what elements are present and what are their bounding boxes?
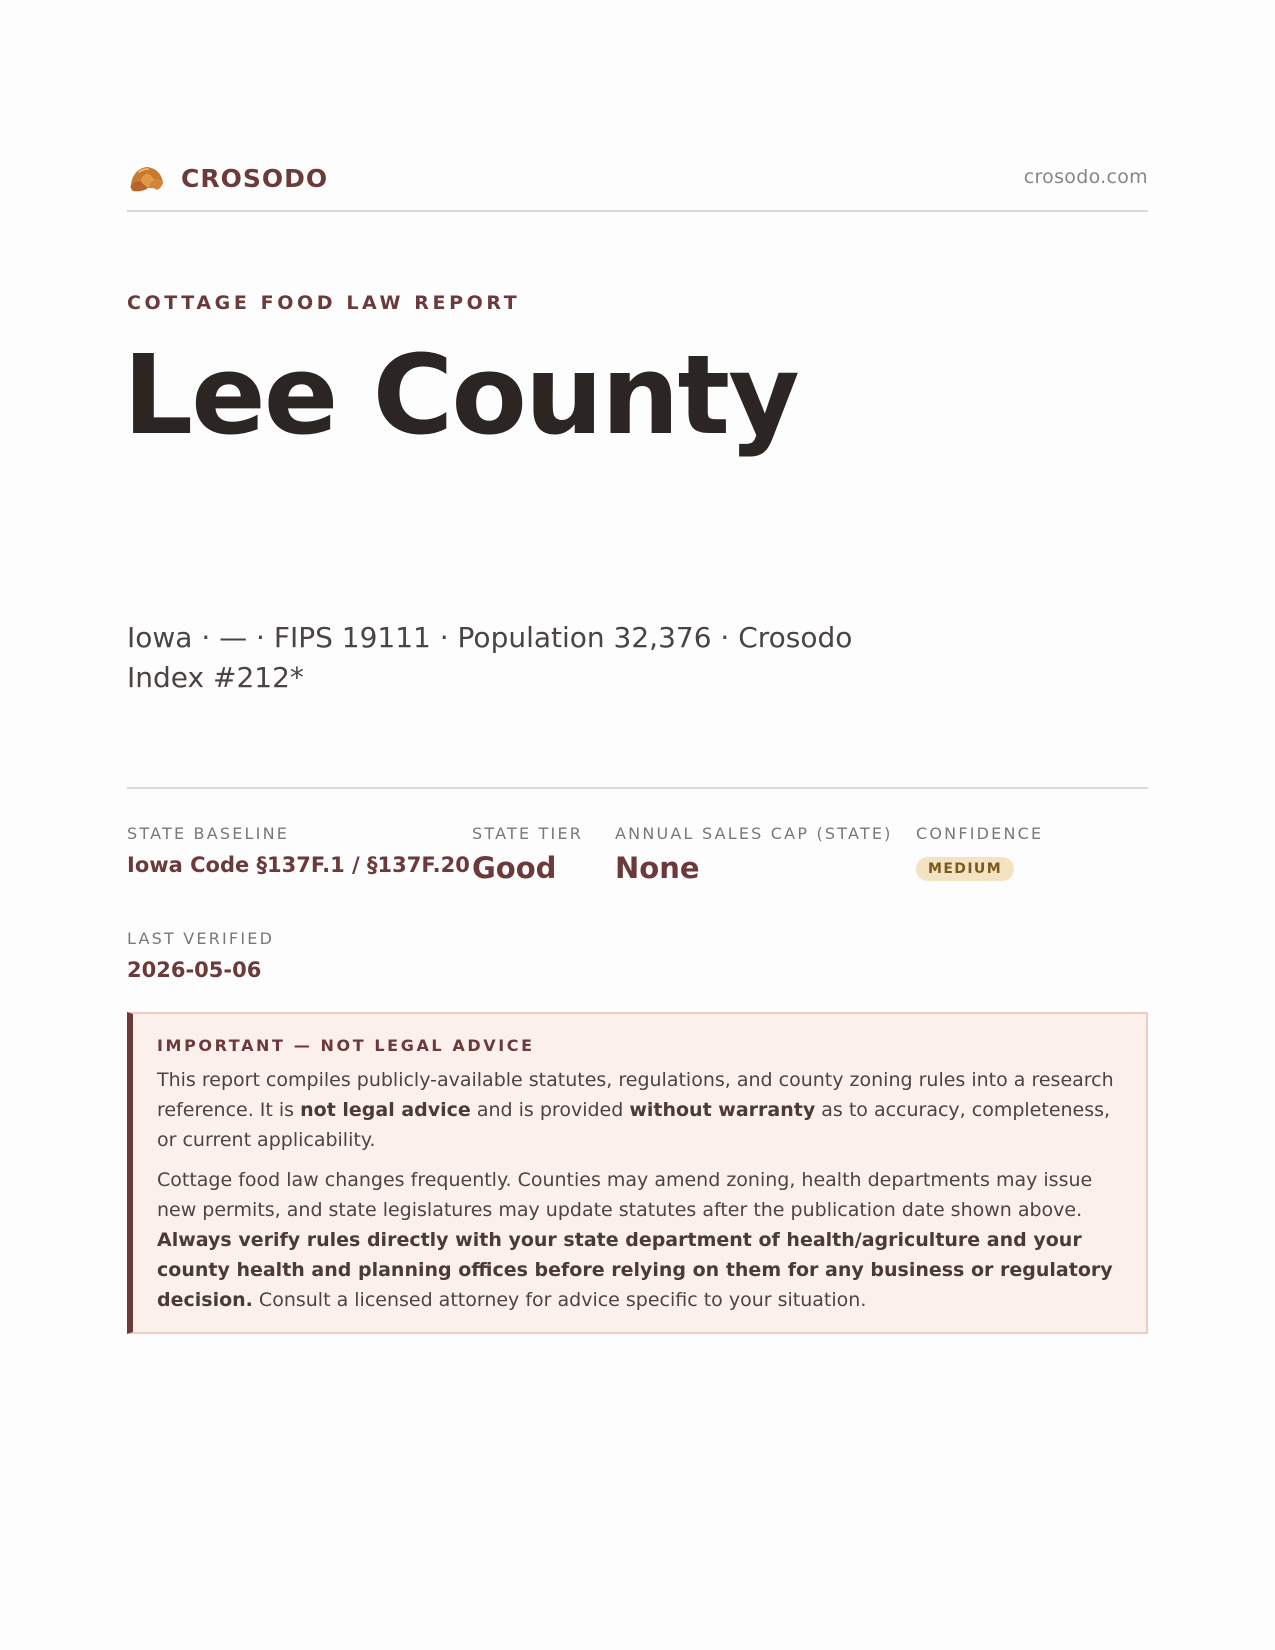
brand[interactable] (127, 158, 328, 198)
stat-value: Iowa Code §137F.1 / §137F.20 (127, 853, 470, 877)
report-page (123, 0, 1148, 1650)
page-header (127, 158, 1148, 212)
stat-state-baseline (127, 824, 470, 877)
stat-label: ANNUAL SALES CAP (STATE) (615, 824, 893, 843)
stat-label: STATE BASELINE (127, 824, 290, 843)
site-url-link[interactable]: crosodo.com (1023, 166, 1148, 188)
stat-label: LAST VERIFIED (127, 929, 275, 948)
stat-annual-sales-cap (615, 824, 893, 885)
stat-value: Good (472, 851, 557, 885)
notice-title: IMPORTANT — NOT LEGAL ADVICE (157, 1036, 535, 1055)
notice-paragraph-2 (157, 1165, 1120, 1315)
confidence-badge: MEDIUM (916, 857, 1014, 881)
notice-text: and is provided (470, 1099, 630, 1121)
notice-text: as to accuracy, completeness, or current applicability. (157, 1099, 1111, 1151)
brand-name: CROSODO (181, 163, 329, 193)
notice-emphasis: without warranty (629, 1099, 816, 1121)
stat-confidence (916, 824, 1043, 881)
stat-last-verified (127, 929, 274, 982)
stat-state-tier (472, 824, 583, 885)
notice-emphasis: not legal advice (300, 1099, 471, 1121)
croissant-icon (127, 158, 167, 198)
stat-label: CONFIDENCE (916, 824, 1044, 843)
notice-text: Consult a licensed attorney for advice specific to your situation. (252, 1289, 867, 1311)
notice-paragraph-1 (157, 1065, 1120, 1155)
stat-value: 2026-05-06 (127, 958, 262, 982)
notice-emphasis: Always verify rules directly with your state department of health/agriculture and your county health and planning offices before relying on them for any business or regulatory decision. (157, 1229, 1113, 1311)
notice-text: This report compiles publicly-available statutes, regulations, and county zoning rules into a research reference. It is (157, 1069, 1114, 1121)
legal-notice (127, 1012, 1148, 1334)
report-subtitle: Iowa · — · FIPS 19111 · Population 32,376 · Crosodo Index #212* (127, 621, 853, 694)
page-title: Lee County (123, 331, 798, 459)
notice-text: Cottage food law changes frequently. Counties may amend zoning, health departments may issue new permits, and state legislatures may update statutes after the publication date shown above. (157, 1169, 1093, 1221)
section-divider (127, 787, 1148, 789)
report-eyebrow: COTTAGE FOOD LAW REPORT (127, 292, 521, 314)
stat-value: None (615, 851, 700, 885)
stat-label: STATE TIER (472, 824, 584, 843)
